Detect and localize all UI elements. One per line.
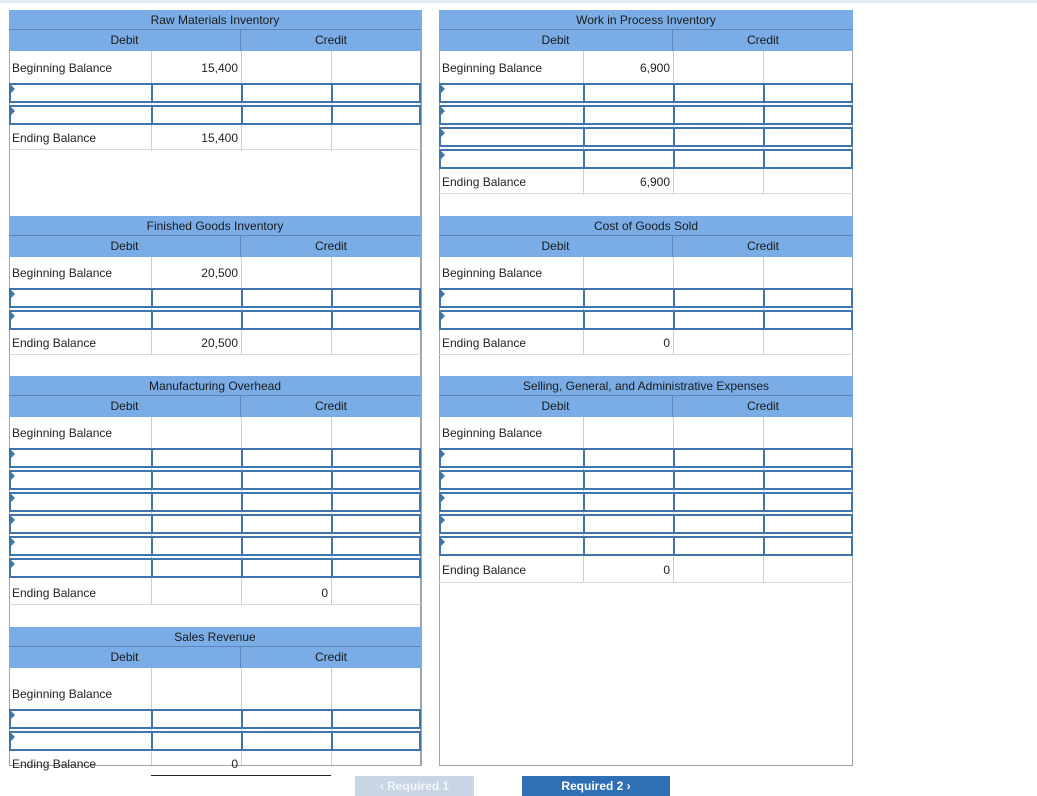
ending-debit-value: 15,400: [201, 131, 238, 145]
beginning-balance-label: Beginning Balance: [442, 61, 543, 75]
t-account-work-in-process: [439, 10, 853, 215]
entry-row[interactable]: [9, 536, 421, 556]
t-account-sales-revenue: [9, 627, 421, 771]
entry-row[interactable]: [439, 310, 853, 330]
credit-column-header: Credit: [673, 30, 853, 51]
entry-row[interactable]: [9, 492, 421, 512]
entry-row[interactable]: [439, 514, 853, 534]
account-title: Raw Materials Inventory: [9, 10, 421, 30]
entry-row[interactable]: [439, 470, 853, 490]
beginning-balance-label: Beginning Balance: [442, 426, 543, 440]
credit-column-header: Credit: [241, 236, 421, 257]
debit-column-header: Debit: [439, 30, 673, 51]
ending-balance-label: Ending Balance: [12, 336, 97, 350]
debit-column-header: Debit: [9, 647, 241, 668]
required-1-button[interactable]: ‹ Required 1: [355, 776, 474, 796]
entry-row[interactable]: [9, 448, 421, 468]
ending-balance-label: Ending Balance: [442, 336, 527, 350]
ending-debit-value: 6,900: [639, 175, 670, 189]
entry-row[interactable]: [439, 288, 853, 308]
ending-balance-label: Ending Balance: [442, 175, 527, 189]
beginning-balance-label: Beginning Balance: [12, 426, 113, 440]
account-title: Selling, General, and Administrative Expenses: [439, 376, 853, 396]
beginning-balance-label: Beginning Balance: [12, 687, 113, 701]
t-account-raw-materials: [9, 10, 421, 215]
debit-column-header: Debit: [9, 396, 241, 417]
credit-column-header: Credit: [241, 396, 421, 417]
ending-balance-label: Ending Balance: [12, 757, 97, 771]
account-title: Cost of Goods Sold: [439, 216, 853, 236]
debit-column-header: Debit: [9, 236, 241, 257]
row-marker-icon: [11, 107, 15, 115]
t-account-sga-expenses: [439, 376, 853, 586]
ending-balance-label: Ending Balance: [12, 131, 97, 145]
t-account-cost-of-goods-sold: [439, 216, 853, 356]
account-title: Finished Goods Inventory: [9, 216, 421, 236]
entry-row[interactable]: [9, 514, 421, 534]
entry-row[interactable]: [439, 149, 853, 169]
ending-debit-value: 0: [663, 336, 670, 350]
row-marker-icon: [11, 85, 15, 93]
credit-column-header: Credit: [673, 396, 853, 417]
entry-row[interactable]: [9, 470, 421, 490]
ending-balance-label: Ending Balance: [442, 563, 527, 577]
entry-row[interactable]: [9, 558, 421, 578]
ending-debit-value: 0: [663, 563, 670, 577]
beginning-balance-label: Beginning Balance: [442, 266, 543, 280]
debit-column-header: Debit: [9, 30, 241, 51]
entry-row[interactable]: [9, 310, 421, 330]
ending-debit-value: 20,500: [201, 336, 238, 350]
entry-row[interactable]: [9, 731, 421, 751]
entry-row[interactable]: [439, 448, 853, 468]
beginning-debit-value: 15,400: [201, 61, 238, 75]
credit-column-header: Credit: [241, 647, 421, 668]
entry-row[interactable]: [439, 127, 853, 147]
beginning-debit-value: 6,900: [639, 61, 670, 75]
debit-column-header: Debit: [439, 236, 673, 257]
account-title: Sales Revenue: [9, 627, 421, 647]
beginning-balance-label: Beginning Balance: [12, 266, 113, 280]
entry-row[interactable]: [9, 83, 421, 103]
ending-balance-label: Ending Balance: [12, 586, 97, 600]
account-title: Manufacturing Overhead: [9, 376, 421, 396]
top-rule: [0, 0, 1037, 3]
credit-column-header: Credit: [241, 30, 421, 51]
ending-credit-value: 0: [321, 586, 328, 600]
entry-row[interactable]: [439, 536, 853, 556]
entry-row[interactable]: [9, 709, 421, 729]
account-title: Work in Process Inventory: [439, 10, 853, 30]
t-accounts-sheet: [9, 10, 853, 771]
entry-row[interactable]: [9, 105, 421, 125]
beginning-debit-value: 20,500: [201, 266, 238, 280]
debit-column-header: Debit: [439, 396, 673, 417]
entry-row[interactable]: [439, 105, 853, 125]
required-2-button[interactable]: Required 2 ›: [522, 776, 670, 796]
entry-row[interactable]: [439, 83, 853, 103]
column-divider: [421, 10, 422, 766]
credit-column-header: Credit: [673, 236, 853, 257]
t-account-manufacturing-overhead: [9, 376, 421, 606]
ending-debit-value: 0: [231, 757, 238, 771]
beginning-balance-label: Beginning Balance: [12, 61, 113, 75]
t-account-finished-goods: [9, 216, 421, 356]
entry-row[interactable]: [439, 492, 853, 512]
entry-row[interactable]: [9, 288, 421, 308]
